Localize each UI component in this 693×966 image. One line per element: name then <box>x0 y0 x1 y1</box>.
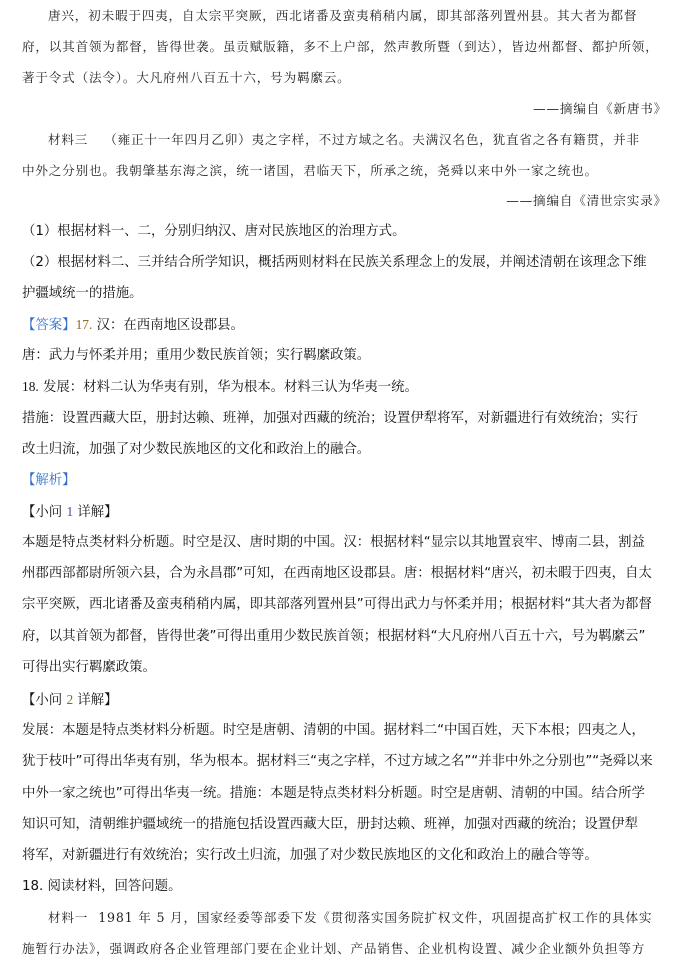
material-three-label: 材料三 <box>48 132 89 147</box>
sub1-line-2: 州郡西部都尉所领六县，合为永昌郡”可知，在西南地区设郡县。唐：根据材料“唐兴，初未暇于四夷，自太 <box>22 566 652 581</box>
next-material-line-1 <box>48 908 673 928</box>
sub1-line-5: 可得出实行羁縻政策。 <box>22 660 156 675</box>
answer-q1-text-1: 汉：在西南地区设郡县。 <box>96 318 244 333</box>
sub1-close: 详解】 <box>77 505 118 520</box>
sub1-line-3: 宗平突厥，西北诸番及蛮夷稍稍内属，即其部落列置州县”可得出武力与怀柔并用；根据材料“其大者为都督 <box>22 597 652 612</box>
question-2-line-1: （2）根据材料二、三并结合所学知识，概括两则材料在民族关系理念上的发展，并阐述清朝在该理念下维 <box>22 255 647 270</box>
sub2-line-3: 中外一家之统也”可得出华夷一统。措施：本题是特点类材料分析题。时空是唐朝、清朝的中国。结合所学 <box>22 786 645 801</box>
question-1: （1）根据材料一、二，分别归纳汉、唐对民族地区的治理方式。 <box>22 224 406 239</box>
answer-q1-number: 17. <box>75 317 93 332</box>
sub1-line-1: 本题是特点类材料分析题。时空是汉、唐时期的中国。汉：根据材料“显宗以其地置哀牢、博南二县，割益 <box>22 535 645 550</box>
answer-q2-line-3: 改土归流，加强了对少数民族地区的文化和政治上的融合。 <box>22 442 371 457</box>
sub2-open: 【小问 <box>22 693 63 708</box>
analysis-tag: 【解析】 <box>22 473 76 488</box>
sub1-number: 1 <box>66 504 74 519</box>
answer-q2-text-1: 发展：材料二认为华夷有别，华为根本。材料三认为华夷一统。 <box>43 380 418 395</box>
material-three-line-2: 中外之分别也。我朝肇基东海之滨，统一诸国，君临天下，所承之统，尧舜以来中外一家之统也。 <box>22 163 598 178</box>
material-three-text-1: （雍正十一年四月乙卯）夷之字样，不过方域之名。夫满汉名色，犹直省之各有籍贯，并非 <box>104 132 640 147</box>
sub1-line-4: 府，以其首领为都督，皆得世袭”可得出重用少数民族首领；根据材料“大凡府州八百五十六，号为羁縻云” <box>22 629 646 644</box>
material-three-source: ——摘编自《清世宗实录》 <box>506 193 667 208</box>
sub1-open: 【小问 <box>22 505 63 520</box>
sub2-line-4: 知识可知，清朝维护疆域统一的措施包括设置西藏大臣，册封达赖、班禅，加强对西藏的统治；设置伊犁 <box>22 817 638 832</box>
material-tang-line-2: 府，以其首领为都督，皆得世袭。虽贡赋版籍，多不上户部，然声教所暨（到达），皆边州都督、都护所领， <box>22 39 659 54</box>
material-three-line-1 <box>48 130 673 150</box>
next-material-label: 材料一 <box>48 910 89 925</box>
sub2-line-2: 犹于枝叶”可得出华夷有别，华为根本。据材料三“夷之字样，不过方域之名”“并非中外之分别也”“尧舜以来 <box>22 754 653 769</box>
sub2-line-1: 发展：本题是特点类材料分析题。时空是唐朝、清朝的中国。据材料二“中国百姓，天下本根；四夷之人， <box>22 723 645 738</box>
answer-q1-line-2: 唐：武力与怀柔并用；重用少数民族首领；实行羁縻政策。 <box>22 348 371 363</box>
sub2-line-5: 将军，对新疆进行有效统治；实行改土归流，加强了对少数民族地区的文化和政治上的融合等等。 <box>22 848 598 863</box>
answer-q2-line-1 <box>22 377 673 398</box>
material-tang-source: ——摘编自《新唐书》 <box>533 101 667 116</box>
sub1-heading <box>22 502 673 523</box>
next-material-text-1: 1981 年 5 月，国家经委等部委下发《贯彻落实国务院扩权文件，巩固提高扩权工作的具体实 <box>98 910 653 925</box>
answer-q2-line-2: 措施：设置西藏大臣，册封达赖、班禅，加强对西藏的统治；设置伊犁将军，对新疆进行有效统治；实行 <box>22 411 638 426</box>
material-tang-line-3: 著于令式（法令）。大凡府州八百五十六，号为羁縻云。 <box>22 70 351 85</box>
next-material-line-2: 施暂行办法》，强调政府各企业管理部门要在企业计划、产品销售、企业机构设置、减少企业额外负担等方 <box>22 941 646 956</box>
question-2-line-2: 护疆域统一的措施。 <box>22 286 143 301</box>
next-question-title: 18. 阅读材料，回答问题。 <box>22 879 182 894</box>
sub2-heading <box>22 690 673 711</box>
material-tang-line-1: 唐兴，初未暇于四夷，自太宗平突厥，西北诸番及蛮夷稍稍内属，即其部落列置州县。其大者为都督 <box>48 8 638 23</box>
sub2-close: 详解】 <box>77 693 118 708</box>
sub2-number: 2 <box>66 692 74 707</box>
answer-q2-number: 18. <box>22 379 39 394</box>
answer-line-1 <box>22 315 673 336</box>
answer-tag: 【答案】 <box>22 318 76 333</box>
